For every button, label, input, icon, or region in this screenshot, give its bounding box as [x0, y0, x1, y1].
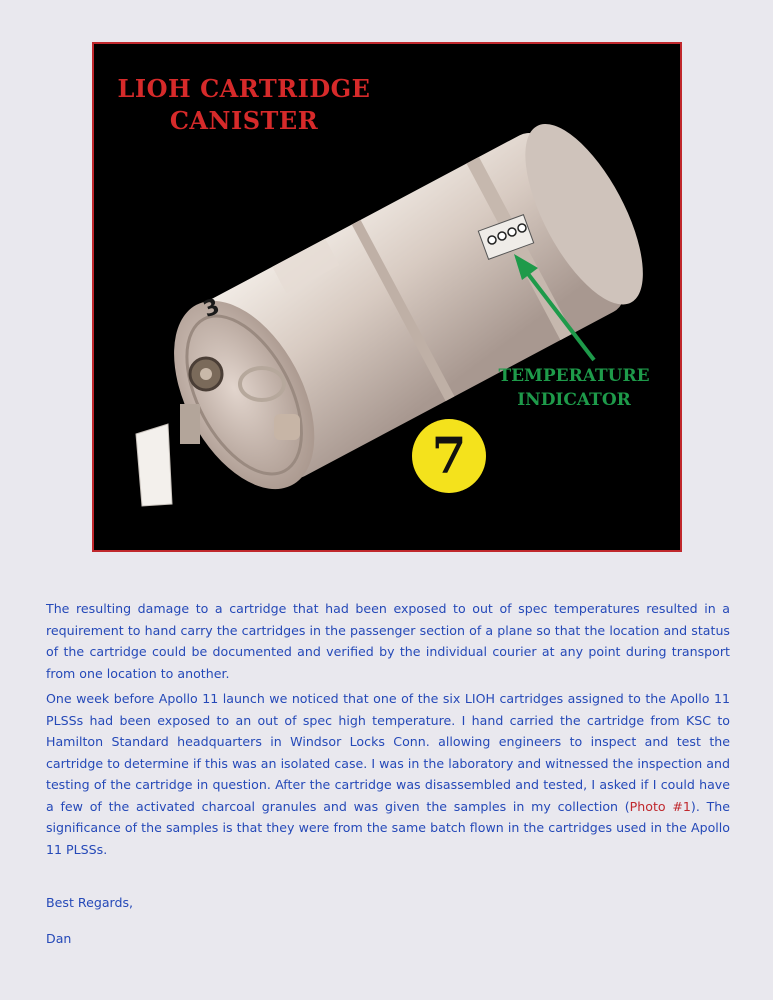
lioh-canister-photo: [92, 42, 682, 552]
stencil-number: 3: [200, 294, 224, 323]
photo-reference: Photo #1: [629, 798, 691, 814]
callout-label-line1: TEMPERATURE: [498, 366, 650, 386]
paragraph-apollo11: [46, 688, 730, 860]
paragraph-apollo11-main: One week before Apollo 11 launch we noticed that one of the six LIOH cartridges assigned to the Apollo 11 PLSSs had been exposed to an out of spec high temperature. I hand carried the cartridge from KSC to Hamilton Standard headquarters in Windsor Locks Conn. allowing engineers to inspect and test the cartridge to determine if this was an isolated case. I was in the laboratory and witnessed the inspection and testing of the cartridge in question. After the cartridge was disassembled and tested, I asked if I could have a few of the activated charcoal granules and was given the samples in my collection (: [46, 691, 730, 814]
callout-label-line2: INDICATOR: [517, 390, 631, 410]
salutation: Best Regards,: [46, 895, 134, 910]
photo-title-line1: LIOH CARTRIDGE: [117, 74, 371, 103]
signature: Dan: [46, 931, 72, 946]
photo-title-line2: CANISTER: [169, 106, 319, 135]
carry-strap: [136, 424, 172, 506]
number-badge: 7: [431, 426, 467, 485]
paragraph-apollo11-end: ). The significance of the samples is that they were from the same batch flown in the cartridges used in the Apollo 11 PLSSs.: [46, 798, 731, 857]
paragraph-damage: The resulting damage to a cartridge that had been exposed to out of spec temperatures resulted in a requirement to hand carry the cartridges in the passenger section of a plane so that the location and status of the cartridge could be documented and verified by the individual courier at any point during transport from one location to another.: [46, 601, 730, 681]
letter-body: [46, 598, 730, 864]
